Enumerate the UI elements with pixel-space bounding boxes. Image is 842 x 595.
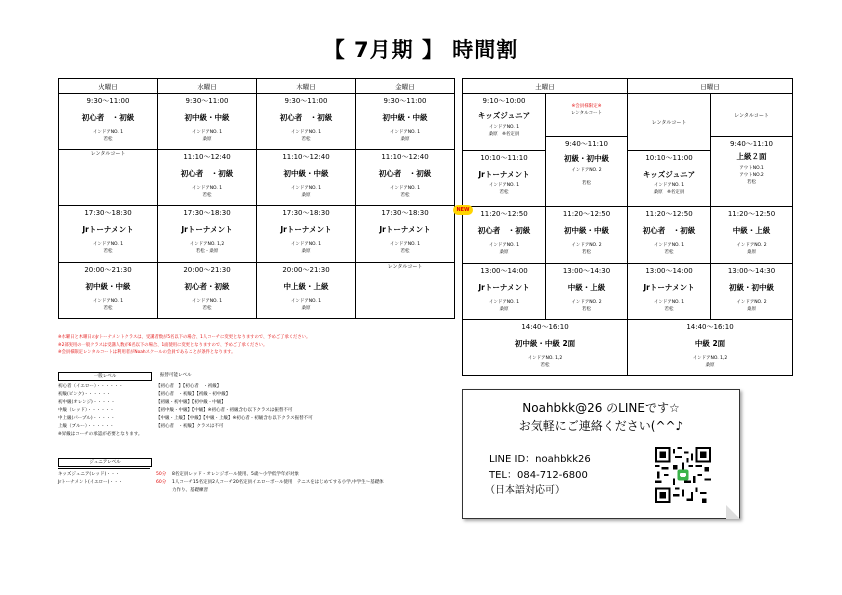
line-contact-card [462,389,740,519]
class-court: インドアNO. 1 [389,186,421,191]
class-name: 初心者 ・初級 [81,113,135,122]
class-court: インドアNO. 1 [92,242,124,247]
line-id: LINE ID：noahbkk26 [489,454,591,465]
class-name: 中級 2面 [694,339,726,348]
weekday-schedule-table [58,78,455,319]
class-name: 初中級・中級 [85,282,131,291]
class-coach: 桑原 [202,137,212,142]
class-time: 9:40～11:10 [730,140,773,148]
class-name: 中級・上級 [567,283,606,292]
class-court: インドアNO. 1 [488,183,520,188]
class-coach: 若松 [103,249,113,254]
class-name: Jrトーナメント [478,283,530,292]
schedule-row [59,94,455,150]
schedule-row [59,263,455,319]
transfer-levels: 【初心者 】【初心者 ・初級】 [156,384,222,389]
class-court: インドアNO. 1 [191,130,223,135]
class-time: 11:10～12:40 [183,153,231,161]
class-cell[interactable] [628,320,793,376]
class-cell[interactable] [356,206,455,263]
general-level-header: 一般レベル [58,372,152,381]
class-cell[interactable] [257,94,356,150]
class-name: 初心者・初級 [184,282,230,291]
level-name: 中上級(パープル)・・・・・ [58,416,116,421]
class-name: 初中級・中級 [184,113,230,122]
class-cell[interactable] [356,94,455,150]
class-name: 初中級・中級 [382,113,428,122]
level-name: 上級（ブルー）・・・・・・ [58,424,115,429]
rental-cell[interactable] [546,94,628,137]
class-time: 11:20～12:50 [727,210,776,218]
class-cell[interactable] [59,94,158,150]
class-name: 初心者 ・初級 [642,226,696,235]
schedule-row [59,150,455,206]
level-name: Jrトーナメント(イエロー)・・・ [58,480,123,485]
transfer-levels: 【初心者 ・初級】【初級・初中級】 [156,392,231,397]
duration: 50分 [156,472,167,477]
weekend-schedule-table [462,78,793,376]
class-cell[interactable] [546,207,628,264]
level-name: キッズジュニア(レッド)・・・ [58,472,120,477]
class-name: 初心者 ・初級 [378,169,432,178]
general-levels [58,372,358,439]
class-court: インドアNO. 1 [488,300,520,305]
level-row [58,391,358,399]
class-coach: 桑原 ※名定員 [653,190,685,195]
class-court: インドアNO. 1,2 [527,356,563,361]
class-court: インドアNO. 1 [290,242,322,247]
level-row [58,399,358,407]
class-name: Jrトーナメント [82,225,134,234]
class-name: 初中級・中級 [283,169,329,178]
class-time: 13:00～14:30 [727,267,776,275]
class-cell[interactable] [463,264,546,320]
class-cell[interactable] [711,264,793,320]
day-header: 金曜日 [356,79,455,94]
transfer-levels: 【中級・上級】【中級】【中級・上級】※初心者・初級含む以下クラス振替不可 [156,416,313,421]
class-coach: 桑原 ※名定員 [488,132,520,137]
class-time: 13:00～14:00 [645,267,693,275]
rental-cell[interactable] [711,94,793,137]
level-name: 初中級(オレンジ)・・・・・ [58,400,116,405]
class-name: Jrトーナメント [379,225,431,234]
transfer-levels: 【初級・初中級】【初中級・中級】 [156,400,226,405]
class-coach: 若松 [582,250,591,255]
class-time: 11:20～12:50 [480,210,528,218]
class-cell[interactable] [463,94,546,151]
header-row [463,79,793,94]
transfer-levels: 【初中級・中級】【中級】※初心者・初級含む以下クラスは振替不可 [156,408,293,413]
class-name: 上級２面 [736,152,767,161]
page-curl [726,505,740,519]
day-header: 土曜日 [463,79,628,94]
class-time: 9:40～11:10 [565,140,608,148]
class-cell[interactable] [546,137,628,207]
class-time: 14:40～16:10 [521,323,569,331]
rental-label: レンタルコート [90,151,126,157]
class-coach: 若松 [202,306,212,311]
day-header: 木曜日 [257,79,356,94]
class-name: 初心者 ・初級 [180,169,234,178]
class-coach: 若松・桑原 [195,249,219,254]
schedule-row [463,320,793,376]
class-court: インドアNO. 2 [571,243,602,248]
level-name: 中級（レッド）・・・・・・ [58,408,115,413]
class-coach: 若松 [747,180,756,185]
class-time: 20:00～21:30 [282,266,330,274]
class-time: 9:30～11:00 [185,97,229,105]
schedule-notes [58,334,310,357]
note-line: ※水曜日と木曜日のJrトーナメントクラスは、受講者数が5名以下の場合、1人コーチに変更となりますので、予めご了承ください。 [58,335,311,340]
class-name: Jrトーナメント [478,170,530,179]
class-name: 初級・初中級 [564,154,609,163]
class-cell[interactable] [628,264,711,320]
rental-cell[interactable] [59,150,158,206]
header-row [59,79,455,94]
class-time: 9:30～11:00 [86,97,130,105]
class-cell[interactable] [59,206,158,263]
day-header: 水曜日 [158,79,257,94]
class-time: 10:10～11:00 [645,154,693,162]
class-court: インドアNO. 1 [191,186,223,191]
class-cell[interactable] [356,150,455,206]
class-court: インドアNO. 2 [736,300,767,305]
level-row [58,415,358,423]
class-coach: 桑原 [499,307,509,312]
class-court: インドアNO. 1,2 [189,242,225,247]
class-name: Jrトーナメント [181,225,233,234]
language-note: （日本語対応可） [485,485,565,496]
level-footnote: ※昇級はコーチの承認が必要となります。 [58,432,143,437]
class-time: 17:30～18:30 [183,209,231,217]
class-coach: 桑原 [747,250,756,255]
class-court: インドアNO. 1 [389,242,421,247]
class-coach: 若松 [202,193,212,198]
class-name: 中上級・上級 [283,282,329,291]
class-time: 11:20～12:50 [645,210,693,218]
class-coach: 桑原 [301,306,311,311]
day-header: 日曜日 [628,79,793,94]
class-coach: 桑原 [499,250,509,255]
note-line: ※2部実用の一般クラスは受講人数が6名以下の場合、1面使用に変更となりますので、予めご了承ください。 [58,342,268,348]
class-coach: 若松 [499,190,509,195]
class-time: 11:20～12:50 [562,210,611,218]
class-court: インドアNO. 2 [571,168,602,173]
class-court: インドアNO. 1 [191,299,223,304]
level-row [58,407,358,415]
class-time: 17:30～18:30 [282,209,330,217]
rental-cell[interactable] [628,94,711,151]
junior-levels [58,458,388,495]
day-header: 火曜日 [59,79,158,94]
class-time: 10:10～11:10 [480,154,528,162]
member-only-notice: ※会員様限定※ [571,104,602,109]
class-coach: 若松 [400,193,410,198]
class-time: 17:30～18:30 [381,209,429,217]
class-coach: 桑原 [301,249,311,254]
class-court: インドアNO. 1 [290,299,322,304]
rental-cell[interactable] [356,263,455,319]
class-cell[interactable] [59,263,158,319]
junior-level-header: ジュニアレベル [58,458,152,467]
class-cell[interactable] [158,150,257,206]
class-cell[interactable] [257,150,356,206]
transfer-levels: 【初心者 ・初級】クラスは不可 [156,424,224,429]
class-coach: 若松 [103,137,113,142]
class-cell[interactable] [628,207,711,264]
class-coach: 若松 [664,307,674,312]
class-coach: 若松 [582,181,591,186]
class-cell[interactable] [711,137,793,207]
schedule-row [59,206,455,263]
class-cell[interactable] [628,151,711,207]
class-time: 14:40～16:10 [686,323,734,331]
class-coach: 若松 [540,363,550,368]
class-cell[interactable] [463,320,628,376]
class-coach: 若松 [400,249,410,254]
class-time: 13:00～14:00 [480,267,528,275]
class-time: 9:30～11:00 [383,97,427,105]
junior-level-row [58,471,388,479]
class-coach: 桑原 [400,137,410,142]
class-time: 17:30～18:30 [84,209,132,217]
class-coach: 桑原 [705,363,715,368]
class-name: 初級・初中級 [729,283,774,292]
rental-label: レンタルコート [570,111,603,116]
class-court: インドアNO. 1 [92,130,124,135]
class-name: 初心者 ・初級 [477,226,531,235]
class-time: 9:10～10:00 [482,97,526,105]
class-name: 初中級・中級 [564,226,609,235]
new-badge: NEW [453,205,473,215]
class-court: インドアNO. 1,2 [692,356,728,361]
class-coach: 桑原 [747,307,756,312]
class-court: インドアNO. 1 [653,243,685,248]
class-name: 初中級・中級 2面 [514,339,576,348]
class-cell[interactable] [257,206,356,263]
schedule-row [463,264,793,320]
class-cell[interactable] [158,94,257,150]
class-time: 11:10～12:40 [381,153,429,161]
class-cell[interactable] [711,207,793,264]
level-description: 8名定員レッド・オレンジボール使用、5歳～小学低学年が対象 [172,472,299,477]
phone-number: TEL：084-712-6800 [489,470,588,481]
class-court: インドアNO. 1 [488,243,520,248]
promo-subline: お気軽にご連絡ください(^^♪ [518,419,684,433]
class-name: キッズジュニア [642,170,696,179]
note-line: ※会員様限定レンタルコートは利用者がNoahスクールの会員であることが条件となります。 [58,350,236,355]
class-court: インドアNO. 1 [290,130,322,135]
class-court: インドアNO. 2 [736,243,767,248]
class-time: 11:10～12:40 [282,153,330,161]
class-time: 20:00～21:30 [84,266,132,274]
class-name: 初心者 ・初級 [279,113,333,122]
class-cell[interactable] [463,151,546,207]
class-cell[interactable] [158,263,257,319]
schedule-row [463,207,793,264]
class-coach: 若松 [301,137,311,142]
rental-label: レンタルコート [651,119,687,126]
rental-label: レンタルコート [387,264,423,270]
class-court: インドアNO. 1 [290,186,322,191]
level-description: 1人コーチ15名定員2人コーチ20名定員イエローボール使用 テニスをはじめてする小学,中学生～基礎体力作り、基礎練習 [172,480,384,493]
class-cell[interactable] [257,263,356,319]
class-name: キッズジュニア [477,111,531,120]
class-court: インドアNO. 1 [653,300,685,305]
class-court: インドアNO. 2 [571,300,602,305]
class-coach: 若松 [664,250,674,255]
class-court: インドアNO. 1 [92,299,124,304]
class-time: 20:00～21:30 [183,266,231,274]
class-name: 中級・上級 [732,226,771,235]
class-court: アウトNO.2 [739,173,764,178]
level-row [58,383,358,391]
level-name: 初心者（イエロー）・・・・・・ [58,384,124,389]
class-cell[interactable] [546,264,628,320]
class-court: インドアNO. 1 [488,125,520,130]
qr-code-icon[interactable] [655,447,711,503]
duration: 60分 [156,480,167,485]
rental-label: レンタルコート [734,112,769,119]
class-cell[interactable] [158,206,257,263]
page-title: 【 7月期 】 時間割 [323,38,519,62]
class-coach: 若松 [582,307,591,312]
class-name: Jrトーナメント [643,283,695,292]
class-coach: 若松 [103,306,113,311]
class-coach: 桑原 [301,193,311,198]
class-court: インドアNO. 1 [389,130,421,135]
class-name: Jrトーナメント [280,225,332,234]
level-row [58,423,358,431]
transfer-level-header: 振替可能レベル [160,373,192,378]
level-name: 初級(ピンク)・・・・・・ [58,392,111,397]
class-cell[interactable] [463,207,546,264]
class-court: アウトNO.1 [739,166,764,171]
class-court: インドアNO. 1 [653,183,685,188]
junior-level-row [58,479,388,495]
class-time: 9:30～11:00 [284,97,328,105]
class-time: 13:00～14:30 [562,267,611,275]
promo-headline: Noahbkk@26 のLINEです☆ [522,401,680,415]
